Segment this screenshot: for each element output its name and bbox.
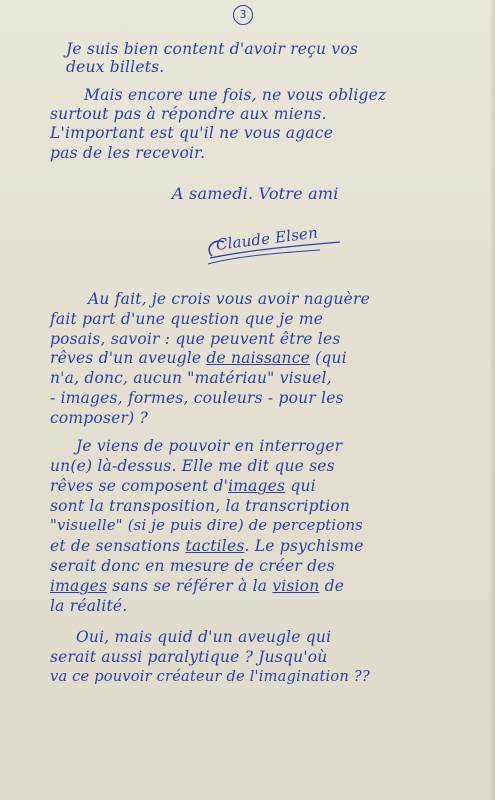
p4-line-8-mid: sans se référer à la [107,577,273,595]
paragraph-4-line-4: sont la transposition, la transcription [50,497,351,515]
paragraph-4-line-6 [50,537,364,555]
paragraph-4-line-2: un(e) là-dessus. Elle me dit que ses [50,457,335,475]
paragraph-3-line-5: n'a, donc, aucun "matériau" visuel, [50,369,332,387]
paragraph-3-line-7: composer) ? [50,409,148,427]
p3-line-4-pre: rêves d'un aveugle [50,349,207,367]
p4-line-6-post: . Le psychisme [244,537,364,555]
page-edge-shadow [489,0,495,800]
paragraph-3-line-1: Au fait, je crois vous avoir naguère [88,290,370,308]
paragraph-5-line-1: Oui, mais quid d'un aveugle qui [76,628,332,646]
paragraph-2-line-2: surtout pas à répondre aux miens. [50,105,327,123]
signature: Claude Elsen [214,223,319,254]
p4-line-3-underlined: images [228,477,286,495]
paragraph-1-line-2: deux billets. [66,58,165,76]
p4-line-6-pre: et de sensations [50,537,186,555]
paragraph-2-line-3: L'important est qu'il ne vous agace [50,124,334,142]
paragraph-4-line-9: la réalité. [50,597,128,615]
p4-line-8-post: de [319,577,345,595]
page-number: 3 [239,8,247,21]
paragraph-5-line-2: serait aussi paralytique ? Jusqu'où [50,648,328,666]
paragraph-5-line-3: va ce pouvoir créateur de l'imagination ?? [50,668,370,685]
paragraph-3-line-3: posais, savoir : que peuvent être les [50,330,341,348]
p4-line-8-underlined-1: images [50,577,108,595]
paragraph-4-line-3 [50,477,316,495]
paragraph-4-line-5: "visuelle" (si je puis dire) de perceptions [50,517,363,534]
paragraph-4-line-1: Je viens de pouvoir en interroger [76,437,343,455]
p3-line-4-underlined: de naissance [206,349,310,367]
page-number-circle [233,5,253,25]
paragraph-2-line-4: pas de les recevoir. [50,144,206,162]
paragraph-3-line-2: fait part d'une question que je me [50,310,324,328]
paragraph-4-line-7: serait donc en mesure de créer des [50,557,335,575]
p4-line-8-underlined-2: vision [272,577,320,595]
paragraph-1-line-1: Je suis bien content d'avoir reçu vos [66,40,359,58]
paragraph-2-line-1: Mais encore une fois, ne vous obligez [84,86,387,104]
p4-line-6-underlined: tactiles [185,537,245,555]
p4-line-3-pre: rêves se composent d' [50,477,229,495]
p4-line-3-post: qui [285,477,316,495]
paragraph-3-line-6: - images, formes, couleurs - pour les [50,389,344,407]
paragraph-3-line-4 [50,349,347,367]
paragraph-4-line-8 [50,577,344,595]
p3-line-4-post: (qui [310,349,347,367]
closing-line: A samedi. Votre ami [172,184,339,203]
